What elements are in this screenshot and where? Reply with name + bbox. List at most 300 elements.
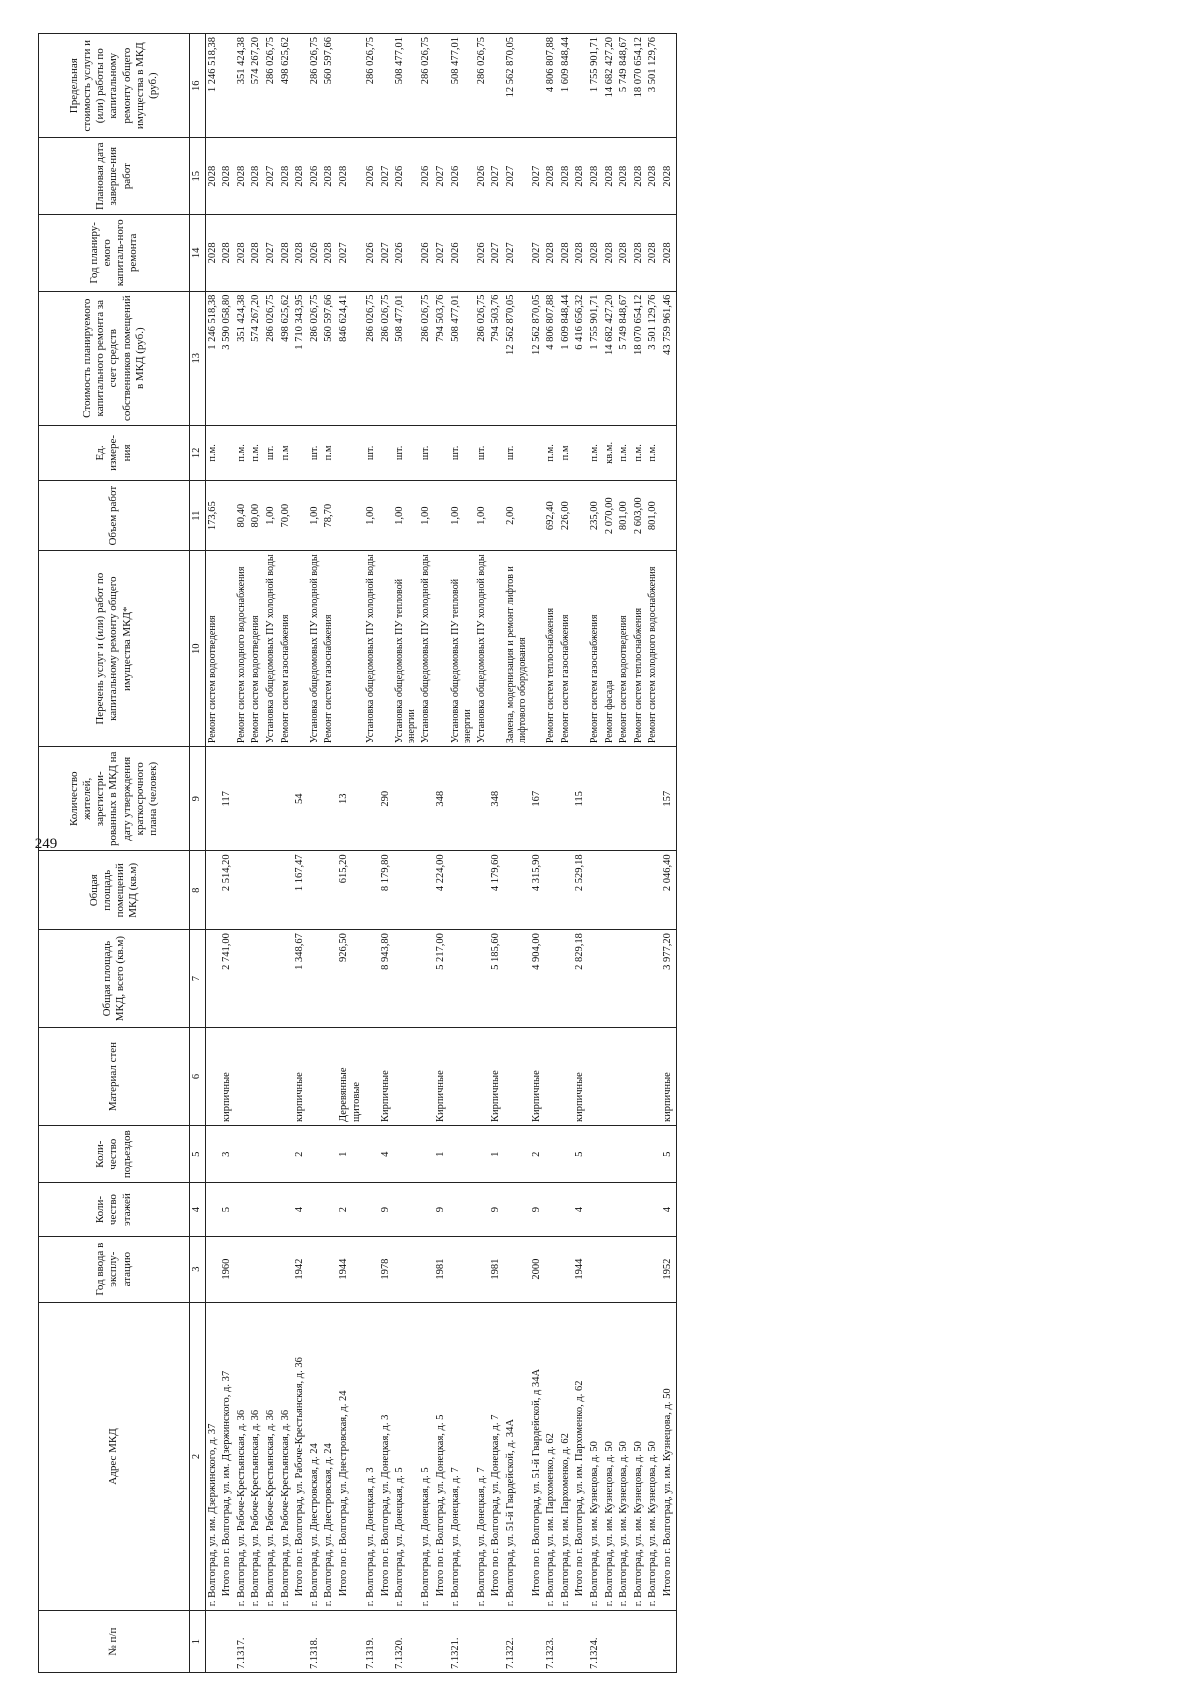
table-body	[205, 34, 676, 1673]
column-header: Год планиру-емого капиталь-ного ремонта	[39, 215, 190, 292]
table-cell: 2028	[205, 215, 220, 292]
table-cell	[264, 1236, 279, 1302]
table-row	[393, 34, 419, 1673]
table-cell: Кирпичные	[434, 1028, 449, 1126]
table-cell	[379, 34, 394, 138]
table-cell: 2027	[489, 215, 504, 292]
table-cell	[249, 851, 264, 930]
table-cell: 4 315,90	[530, 851, 545, 930]
table-cell: 2	[293, 1125, 308, 1182]
table-cell: 4	[573, 1183, 588, 1236]
table-cell: 7.1324.	[588, 1611, 603, 1673]
table-cell: п.м.	[588, 425, 603, 480]
table-row	[264, 34, 279, 1673]
table-cell: 9	[489, 1183, 504, 1236]
table-cell: 1960	[220, 1236, 235, 1302]
table-cell: 2028	[588, 138, 603, 215]
column-number: 5	[190, 1125, 206, 1182]
table-cell	[293, 1611, 308, 1673]
column-header: № п/п	[39, 1611, 190, 1673]
table-cell: 286 026,75	[308, 34, 323, 138]
table-cell: 2026	[393, 138, 419, 215]
table-cell: 1 755 901,71	[588, 291, 603, 425]
table-cell	[559, 930, 574, 1028]
table-cell: 2 603,00	[632, 481, 647, 551]
table-cell: Установка общедомовых ПУ тепловой энергии	[449, 551, 475, 747]
table-cell: кв.м.	[603, 425, 618, 480]
table-cell: 351 424,38	[235, 291, 250, 425]
table-cell	[588, 930, 603, 1028]
table-cell: п.м.	[632, 425, 647, 480]
table-cell: Итого по г. Волгоград, ул. им. Кузнецова, д. 50	[661, 1302, 676, 1611]
table-cell: 1 609 848,44	[559, 291, 574, 425]
table-cell: Установка общедомовых ПУ холодной воды	[475, 551, 490, 747]
table-cell	[205, 1236, 220, 1302]
table-cell	[573, 425, 588, 480]
table-cell	[279, 1236, 294, 1302]
table-cell: шт.	[419, 425, 434, 480]
column-number: 9	[190, 747, 206, 851]
table-cell: 8 179,80	[379, 851, 394, 930]
column-header: Предельная стоимость услуги и (или) работы по капитальному ремонту общего имущества в МКД (руб.)	[39, 34, 190, 138]
table-cell: п.м.	[249, 425, 264, 480]
table-cell: г. Волгоград, ул. им. Пархоменко, д. 62	[544, 1302, 559, 1611]
table-cell: Установка общедомовых ПУ холодной воды	[264, 551, 279, 747]
table-cell: 1,00	[264, 481, 279, 551]
table-cell: г. Волгоград, ул. Рабоче-Крестьянская, д. 36	[235, 1302, 250, 1611]
table-row	[504, 34, 530, 1673]
table-cell	[504, 1183, 530, 1236]
table-cell: 2028	[617, 215, 632, 292]
table-cell: 2026	[475, 215, 490, 292]
table-cell: шт.	[449, 425, 475, 480]
table-cell	[279, 1125, 294, 1182]
table-cell: 2026	[449, 138, 475, 215]
table-cell	[588, 1183, 603, 1236]
table-cell	[249, 1028, 264, 1126]
table-cell	[264, 1611, 279, 1673]
table-cell: г. Волгоград, ул. им. Пархоменко, д. 62	[559, 1302, 574, 1611]
table-cell	[573, 481, 588, 551]
table-cell: г. Волгоград, ул. им. Дзержинского, д. 37	[205, 1302, 220, 1611]
table-cell	[279, 930, 294, 1028]
table-cell	[504, 1236, 530, 1302]
table-cell: г. Волгоград, ул. им. Кузнецова, д. 50	[632, 1302, 647, 1611]
table-cell	[379, 1611, 394, 1673]
table-cell	[504, 851, 530, 930]
table-cell	[264, 1125, 279, 1182]
table-cell	[617, 747, 632, 851]
table-cell: 3 501 129,76	[646, 291, 661, 425]
table-cell	[489, 425, 504, 480]
table-cell: 286 026,75	[308, 291, 323, 425]
table-cell: 1944	[337, 1236, 364, 1302]
table-cell	[279, 1028, 294, 1126]
table-cell: 2028	[249, 215, 264, 292]
total-row	[293, 34, 308, 1673]
table-cell: 286 026,75	[379, 291, 394, 425]
table-cell: 4 806 807,88	[544, 291, 559, 425]
table-cell: шт.	[308, 425, 323, 480]
table-cell	[379, 425, 394, 480]
table-cell	[322, 747, 337, 851]
table-cell	[449, 930, 475, 1028]
table-cell: 1 167,47	[293, 851, 308, 930]
table-cell	[504, 747, 530, 851]
table-cell	[504, 1028, 530, 1126]
table-cell	[544, 1236, 559, 1302]
table-cell: 2 741,00	[220, 930, 235, 1028]
column-number: 10	[190, 551, 206, 747]
table-cell	[249, 1236, 264, 1302]
table-cell	[617, 1125, 632, 1182]
table-cell: Установка общедомовых ПУ холодной воды	[364, 551, 379, 747]
table-cell	[264, 1028, 279, 1126]
table-cell: 2027	[434, 138, 449, 215]
table-cell	[264, 747, 279, 851]
table-cell	[249, 1183, 264, 1236]
table-cell: 80,40	[235, 481, 250, 551]
table-cell: 2028	[559, 215, 574, 292]
table-cell: 2026	[308, 138, 323, 215]
table-cell	[220, 481, 235, 551]
table-cell: 167	[530, 747, 545, 851]
table-cell: шт.	[364, 425, 379, 480]
table-cell	[322, 1236, 337, 1302]
table-cell: 173,65	[205, 481, 220, 551]
table-cell: 846 624,41	[337, 291, 364, 425]
table-cell	[205, 1028, 220, 1126]
table-cell	[603, 1183, 618, 1236]
table-cell	[646, 930, 661, 1028]
table-cell: г. Волгоград, ул. им. Кузнецова, д. 50	[617, 1302, 632, 1611]
table-cell	[264, 851, 279, 930]
table-cell: 926,50	[337, 930, 364, 1028]
table-cell: г. Волгоград, ул. Днестровская, д. 24	[308, 1302, 323, 1611]
table-cell: 2 529,18	[573, 851, 588, 930]
table-cell: 286 026,75	[475, 291, 490, 425]
table-cell: 801,00	[646, 481, 661, 551]
table-row	[205, 34, 220, 1673]
table-cell: 2028	[293, 138, 308, 215]
table-header-row	[39, 34, 190, 1673]
table-cell	[544, 851, 559, 930]
table-cell	[603, 1028, 618, 1126]
table-row	[364, 34, 379, 1673]
table-cell	[434, 425, 449, 480]
table-cell: 2028	[220, 215, 235, 292]
table-cell: г. Волгоград, ул. Рабоче-Крестьянская, д. 36	[279, 1302, 294, 1611]
table-cell: 2028	[544, 215, 559, 292]
page-number: 249	[34, 836, 58, 852]
table-cell	[475, 851, 490, 930]
table-cell: 4 179,60	[489, 851, 504, 930]
table-cell	[632, 747, 647, 851]
table-cell: 2028	[322, 215, 337, 292]
table-row	[279, 34, 294, 1673]
table-row	[322, 34, 337, 1673]
table-cell: 43 759 961,46	[661, 291, 676, 425]
table-cell: 70,00	[279, 481, 294, 551]
table-cell	[249, 930, 264, 1028]
table-cell: 2028	[235, 215, 250, 292]
table-cell	[661, 481, 676, 551]
table-cell	[393, 1183, 419, 1236]
column-header: Стоимость планируемого капитального ремонта за счет средств собственников помещений в МКД (руб.)	[39, 291, 190, 425]
table-cell: г. Волгоград, ул. им. Кузнецова, д. 50	[588, 1302, 603, 1611]
table-row	[646, 34, 661, 1673]
table-cell: 2 829,18	[573, 930, 588, 1028]
table-cell	[588, 747, 603, 851]
table-cell: 2026	[475, 138, 490, 215]
table-cell	[632, 1236, 647, 1302]
table-cell	[573, 1611, 588, 1673]
table-cell	[646, 747, 661, 851]
total-row	[661, 34, 676, 1673]
table-cell	[419, 930, 434, 1028]
table-cell: 115	[573, 747, 588, 851]
table-cell: Ремонт систем газоснабжения	[588, 551, 603, 747]
table-cell: Установка общедомовых ПУ холодной воды	[308, 551, 323, 747]
table-cell: 286 026,75	[419, 34, 434, 138]
table-cell	[322, 1125, 337, 1182]
table-cell: 2026	[364, 215, 379, 292]
table-cell	[434, 551, 449, 747]
column-header: Адрес МКД	[39, 1302, 190, 1611]
table-cell: 2027	[434, 215, 449, 292]
column-header: Объем работ	[39, 481, 190, 551]
table-cell	[475, 747, 490, 851]
table-cell	[573, 551, 588, 747]
table-cell: 1981	[489, 1236, 504, 1302]
table-cell	[264, 930, 279, 1028]
table-cell	[449, 851, 475, 930]
table-cell: 7.1319.	[364, 1611, 379, 1673]
table-cell	[449, 1125, 475, 1182]
table-cell: 1	[489, 1125, 504, 1182]
table-cell	[322, 851, 337, 930]
table-cell: п.м.	[235, 425, 250, 480]
table-row	[603, 34, 618, 1673]
table-cell	[293, 34, 308, 138]
table-cell	[449, 1236, 475, 1302]
table-cell: 1942	[293, 1236, 308, 1302]
table-cell	[617, 1236, 632, 1302]
table-cell	[573, 34, 588, 138]
table-cell: 2028	[603, 215, 618, 292]
table-cell	[588, 1125, 603, 1182]
table-cell	[279, 1611, 294, 1673]
table-cell: 2028	[559, 138, 574, 215]
column-header: Количество жителей, зарегистри-рованных в МКД на дату утверждения краткосрочного плана (человек)	[39, 747, 190, 851]
table-cell: п.м	[279, 425, 294, 480]
table-cell: Ремонт систем теплоснабжения	[632, 551, 647, 747]
table-cell: 1,00	[449, 481, 475, 551]
table-cell: 2027	[337, 215, 364, 292]
table-cell	[379, 551, 394, 747]
table-cell: 7.1322.	[504, 1611, 530, 1673]
table-cell	[489, 34, 504, 138]
table-cell: 4	[661, 1183, 676, 1236]
table-cell	[603, 1236, 618, 1302]
table-cell: 6 416 656,32	[573, 291, 588, 425]
column-number: 2	[190, 1302, 206, 1611]
table-cell	[393, 1125, 419, 1182]
table-cell: 1,00	[475, 481, 490, 551]
table-cell: п.м	[559, 425, 574, 480]
table-cell: 2026	[419, 215, 434, 292]
table-cell: шт.	[264, 425, 279, 480]
total-row	[220, 34, 235, 1673]
table-cell	[544, 747, 559, 851]
table-cell: 2028	[279, 215, 294, 292]
table-cell: Итого по г. Волгоград, ул. Днестровская, д. 24	[337, 1302, 364, 1611]
table-cell: 286 026,75	[364, 34, 379, 138]
table-cell: 2027	[489, 138, 504, 215]
table-cell	[559, 851, 574, 930]
column-number: 8	[190, 851, 206, 930]
table-cell	[632, 1125, 647, 1182]
table-cell	[364, 851, 379, 930]
table-cell: 1978	[379, 1236, 394, 1302]
column-number: 7	[190, 930, 206, 1028]
table-cell: 2 070,00	[603, 481, 618, 551]
table-cell	[235, 1028, 250, 1126]
table-cell: 1 246 518,38	[205, 34, 220, 138]
table-cell: 1	[434, 1125, 449, 1182]
table-cell: кирпичные	[661, 1028, 676, 1126]
table-cell	[205, 930, 220, 1028]
table-cell: 1,00	[364, 481, 379, 551]
table-cell: 286 026,75	[419, 291, 434, 425]
table-cell: 508 477,01	[449, 34, 475, 138]
table-cell	[632, 851, 647, 930]
table-row	[235, 34, 250, 1673]
table-cell: 2028	[646, 138, 661, 215]
table-cell	[293, 481, 308, 551]
table-cell	[489, 481, 504, 551]
table-cell: 7.1318.	[308, 1611, 323, 1673]
table-cell	[632, 1611, 647, 1673]
table-cell: 5	[220, 1183, 235, 1236]
table-cell	[205, 1125, 220, 1182]
table-cell	[603, 851, 618, 930]
table-cell: 801,00	[617, 481, 632, 551]
table-cell	[379, 481, 394, 551]
table-cell: шт.	[504, 425, 530, 480]
column-header: Ед. измере-ния	[39, 425, 190, 480]
table-cell: 2028	[603, 138, 618, 215]
table-cell: 508 477,01	[393, 34, 419, 138]
table-cell: 2027	[264, 138, 279, 215]
table-cell	[322, 1028, 337, 1126]
table-cell	[646, 1125, 661, 1182]
table-cell: 8 943,80	[379, 930, 394, 1028]
table-cell	[249, 1125, 264, 1182]
table-cell	[544, 1028, 559, 1126]
table-cell: 9	[379, 1183, 394, 1236]
table-row	[544, 34, 559, 1673]
table-row	[617, 34, 632, 1673]
column-number: 4	[190, 1183, 206, 1236]
table-cell: 3 501 129,76	[646, 34, 661, 138]
column-header: Коли-чество подъездов	[39, 1125, 190, 1182]
table-cell	[220, 551, 235, 747]
table-cell: 12 562 870,05	[530, 291, 545, 425]
table-cell	[249, 747, 264, 851]
table-cell	[603, 930, 618, 1028]
table-cell	[661, 1611, 676, 1673]
table-cell: Ремонт систем водоотведения	[617, 551, 632, 747]
column-header: Общая площадь помещений МКД (кв.м)	[39, 851, 190, 930]
table-cell: 2027	[379, 138, 394, 215]
table-cell: 2027	[379, 215, 394, 292]
table-cell: г. Волгоград, ул. им. Кузнецова, д. 50	[646, 1302, 661, 1611]
table-row	[249, 34, 264, 1673]
table-cell: г. Волгоград, ул. Донецкая, д. 7	[475, 1302, 490, 1611]
table-cell: 574 267,20	[249, 291, 264, 425]
table-cell: п.м.	[544, 425, 559, 480]
table-cell	[293, 551, 308, 747]
table-cell	[419, 851, 434, 930]
table-cell: 2028	[617, 138, 632, 215]
table-cell: 7.1323.	[544, 1611, 559, 1673]
table-cell: 18 070 654,12	[632, 34, 647, 138]
table-cell	[419, 1236, 434, 1302]
column-number: 6	[190, 1028, 206, 1126]
table-cell: 574 267,20	[249, 34, 264, 138]
column-header: Плановая дата заверше-ния работ	[39, 138, 190, 215]
table-cell	[308, 1028, 323, 1126]
table-cell: 13	[337, 747, 364, 851]
table-cell: 498 625,62	[279, 34, 294, 138]
table-cell	[489, 1611, 504, 1673]
table-cell: 2026	[393, 215, 419, 292]
table-cell	[293, 425, 308, 480]
table-cell	[617, 1183, 632, 1236]
table-cell	[220, 34, 235, 138]
table-cell: 12 562 870,05	[504, 291, 530, 425]
table-cell: кирпичные	[573, 1028, 588, 1126]
table-cell: 5	[573, 1125, 588, 1182]
table-cell: г. Волгоград, ул. им. Кузнецова, д. 50	[603, 1302, 618, 1611]
table-cell: 226,00	[559, 481, 574, 551]
table-cell	[308, 930, 323, 1028]
table-cell: 14 682 427,20	[603, 291, 618, 425]
table-cell: Ремонт систем теплоснабжения	[544, 551, 559, 747]
table-cell	[322, 1183, 337, 1236]
table-cell: 80,00	[249, 481, 264, 551]
total-row	[337, 34, 364, 1673]
table-cell: 3 590 058,80	[220, 291, 235, 425]
column-header: Общая площадь МКД, всего (кв.м)	[39, 930, 190, 1028]
table-cell: 5	[661, 1125, 676, 1182]
table-cell: 2026	[449, 215, 475, 292]
table-cell: 2028	[573, 138, 588, 215]
table-cell: 9	[530, 1183, 545, 1236]
column-header: Материал стен	[39, 1028, 190, 1126]
table-cell	[475, 1183, 490, 1236]
table-cell: 2028	[646, 215, 661, 292]
table-cell: Замена, модернизация и ремонт лифтов и лифтового оборудования	[504, 551, 530, 747]
table-cell	[205, 747, 220, 851]
table-cell	[632, 930, 647, 1028]
column-number: 16	[190, 34, 206, 138]
table-cell: 498 625,62	[279, 291, 294, 425]
table-cell: 2026	[364, 138, 379, 215]
table-cell	[393, 1236, 419, 1302]
table-cell	[235, 930, 250, 1028]
